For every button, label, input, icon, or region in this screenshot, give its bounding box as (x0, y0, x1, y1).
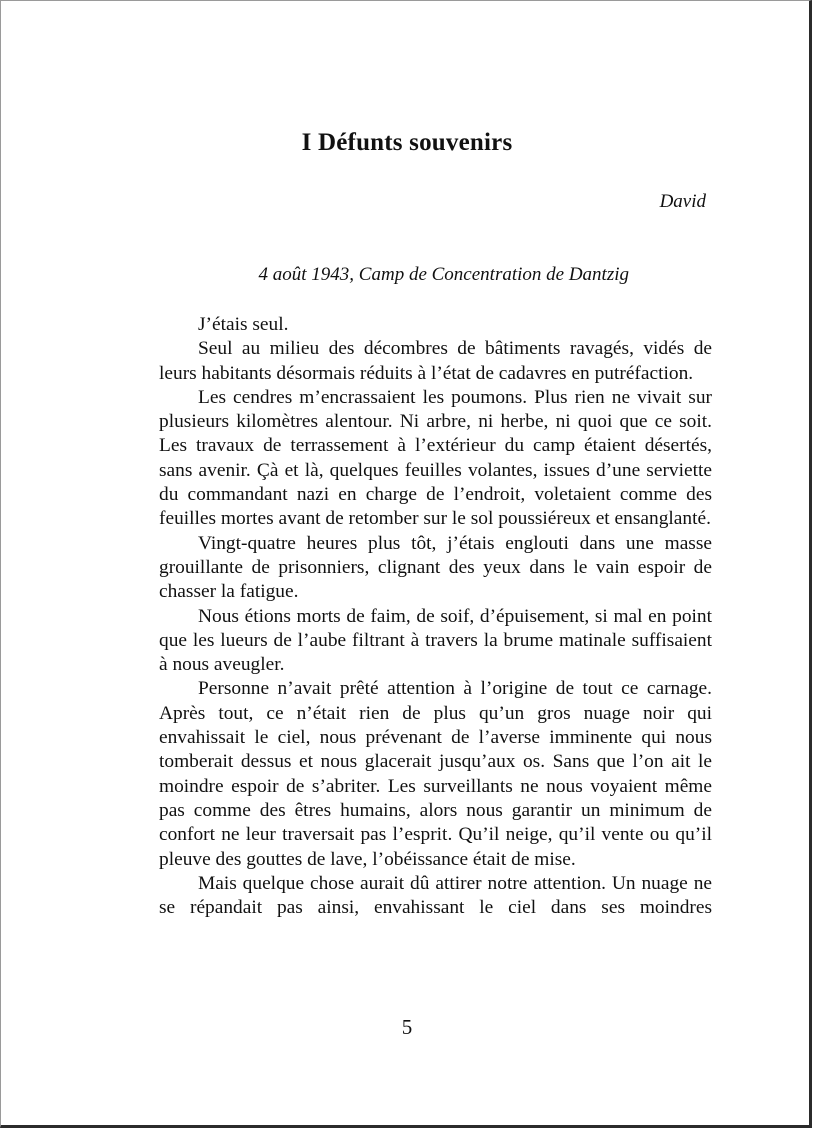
paragraph: Personne n’avait prêté attention à l’origine de tout ce carnage. Après tout, ce n’était rien de plus qu’un gros nuage noir qui envahissait le ciel, nous prévenant de l’averse imminente qui nous tomberait dessus et nous glacerait jusqu’aux os. Sans que l’on ait le moindre espoir de s’abriter. Les surveillants ne nous voyaient même pas comme des êtres humains, alors nous garantir un minimum de confort ne leur traversait pas l’esprit. Qu’il neige, qu’il vente ou qu’il pleuve des gouttes de lave, l’obéissance était de mise. (159, 678, 712, 870)
paragraph: Vingt-quatre heures plus tôt, j’étais englouti dans une masse grouillante de prisonniers, clignant des yeux dans le vain espoir de chasser la fatigue. (159, 532, 712, 603)
chapter-title: I Défunts souvenirs (301, 129, 513, 156)
paragraph: Seul au milieu des décombres de bâtiments ravagés, vidés de leurs habitants désormais réduits à l’état de cadavres en putréfaction. (159, 338, 712, 384)
page-number: 5 (401, 1015, 413, 1039)
paragraph-continued: Mais quelque chose aurait dû attirer notre attention. Un nuage ne se répandait pas ainsi, envahissant le ciel dans ses moindres (159, 872, 712, 919)
chapter-author: David (659, 191, 706, 212)
paragraph: Les cendres m’encrassaient les poumons. Plus rien ne vivait sur plusieurs kilomètres alentour. Ni arbre, ni herbe, ni quoi que ce soit. Les travaux de terrassement à l’extérieur du camp étaient désertés, sans avenir. Çà et là, quelques feuilles volantes, issues d’une serviette du commandant nazi en charge de l’endroit, voletaient comme des feuilles mortes avant de retomber sur le sol poussiéreux et ensanglanté. (159, 386, 712, 530)
body-text (159, 313, 712, 920)
paragraph: Nous étions morts de faim, de soif, d’épuisement, si mal en point que les lueurs de l’aube filtrant à travers la brume matinale suffisaient à nous aveugler. (159, 605, 712, 676)
paragraph: J’étais seul. (198, 314, 289, 335)
chapter-dateline: 4 août 1943, Camp de Concentration de Dantzig (258, 264, 629, 285)
